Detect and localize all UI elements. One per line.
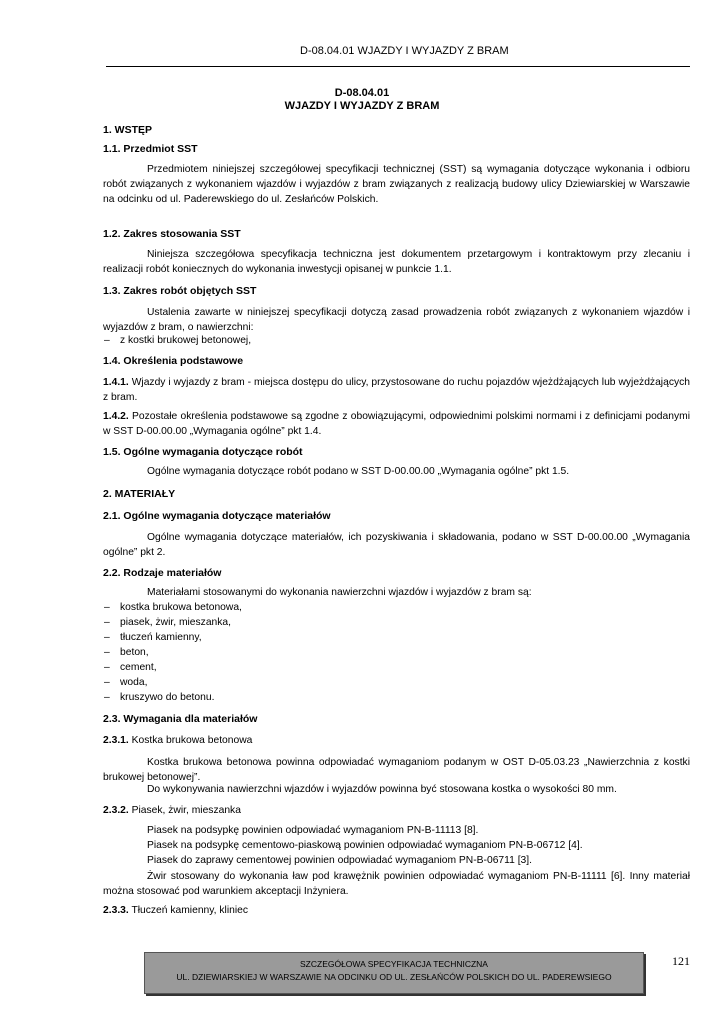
section-2-2-heading: 2.2. Rodzaje materiałów: [103, 567, 222, 579]
bullet-dash: –: [104, 647, 110, 658]
section-1-5-heading: 1.5. Ogólne wymagania dotyczące robót: [103, 446, 303, 458]
section-1-2-heading: 1.2. Zakres stosowania SST: [103, 228, 241, 240]
subsection-number: 2.3.1.: [103, 735, 129, 746]
section-2-1-heading: 2.1. Ogólne wymagania dotyczące materiałów: [103, 510, 331, 522]
subsection-2-3-1-title: [103, 735, 690, 746]
list-item: kostka brukowa betonowa,: [120, 602, 242, 613]
section-1-5-paragraph: Ogólne wymagania dotyczące robót podano w SST D-00.00.00 „Wymagania ogólne” pkt 1.5.: [147, 466, 570, 477]
running-header: D-08.04.01 WJAZDY I WYJAZDY Z BRAM: [300, 45, 509, 57]
bullet-dash: –: [104, 677, 110, 688]
list-item: z kostki brukowej betonowej,: [120, 335, 252, 346]
header-divider: [106, 66, 690, 67]
section-2-3-1-paragraph: Kostka brukowa betonowa powinna odpowiadać wymaganiom podanym w OST D-05.03.23 „Nawierzchnia z kostki brukowej betonowej”.: [103, 757, 690, 783]
subsection-number: 2.3.2.: [103, 805, 129, 816]
subsection-title: Tłuczeń kamienny, kliniec: [128, 905, 248, 916]
footer-line-2: UL. DZIEWIARSKIEJ W WARSZAWIE NA ODCINKU OD UL. ZESŁAŃCÓW POLSKICH DO UL. PADEREWSIEGO: [176, 972, 612, 982]
section-2-3-2-line-3: Piasek do zaprawy cementowej powinien odpowiadać wymaganiom PN-B-06711 [3].: [147, 855, 533, 866]
section-2-3-1-paragraph-2: Do wykonywania nawierzchni wjazdów i wyjazdów powinna być stosowana kostka o wysokości 80 mm.: [147, 784, 617, 795]
definition-text: Pozostałe określenia podstawowe są zgodne z obowiązującymi, odpowiednimi polskimi normami i z definicjami podanymi w SST D-00.00.00 „Wymagania ogólne” pkt 1.4.: [103, 411, 690, 437]
section-2-1-paragraph: Ogólne wymagania dotyczące materiałów, ich pozyskiwania i składowania, podano w SST D-00.00.00 „Wymagania ogólne” pkt 2.: [103, 532, 690, 558]
section-2-2-paragraph: Materiałami stosowanymi do wykonania nawierzchni wjazdów i wyjazdów z bram są:: [147, 587, 532, 598]
subsection-number: 2.3.3.: [103, 905, 129, 916]
section-1-4-heading: 1.4. Określenia podstawowe: [103, 355, 244, 367]
bullet-dash: –: [104, 632, 110, 643]
subsection-title: Kostka brukowa betonowa: [128, 735, 253, 746]
definition-1-4-1: [103, 375, 690, 405]
definition-1-4-2: [103, 409, 690, 439]
section-2-3-heading: 2.3. Wymagania dla materiałów: [103, 713, 258, 725]
footer-line-1: SZCZEGÓŁOWA SPECYFIKACJA TECHNICZNA: [300, 959, 488, 969]
bullet-dash: –: [104, 662, 110, 673]
section-1-1-paragraph: Przedmiotem niniejszej szczegółowej specyfikacji technicznej (SST) są wymagania dotyczące wykonania i odbioru robót związanych z wykonaniem wjazdów i wyjazdów z bram związanych z realizacją budowy ulicy Dziewiarskiej w Warszawie na odcinku od ul. Paderewskiego do ul. Zesłańców Polskich.: [103, 164, 690, 205]
bullet-dash: –: [104, 617, 110, 628]
subsection-2-3-2-title: [103, 805, 690, 816]
section-2-3-2-paragraph: Żwir stosowany do wykonania ław pod krawężnik powinien odpowiadać wymaganiom PN-B-11111 [6]. Inny materiał można stosować pod warunkiem akceptacji Inżyniera.: [103, 871, 690, 897]
subsection-title: Piasek, żwir, mieszanka: [128, 805, 241, 816]
subsection-2-3-3-title: [103, 905, 690, 916]
section-1-3-heading: 1.3. Zakres robót objętych SST: [103, 285, 257, 297]
bullet-dash: –: [104, 692, 110, 703]
list-item: tłuczeń kamienny,: [120, 632, 202, 643]
definition-number: 1.4.2.: [103, 411, 129, 422]
section-1-1-heading: 1.1. Przedmiot SST: [103, 143, 198, 155]
document-title: WJAZDY I WYJAZDY Z BRAM: [284, 100, 440, 112]
list-item: woda,: [120, 677, 148, 688]
footer-box: [144, 952, 644, 994]
list-item: cement,: [120, 662, 157, 673]
list-item: piasek, żwir, mieszanka,: [120, 617, 232, 628]
list-item: kruszywo do betonu.: [120, 692, 215, 703]
definition-text: Wjazdy i wyjazdy z bram - miejsca dostępu do ulicy, przystosowane do ruchu pojazdów wjeżdżających lub wyjeżdżających z bram.: [103, 377, 690, 403]
section-1-3-paragraph: Ustalenia zawarte w niniejszej specyfikacji dotyczą zasad prowadzenia robót związanych z wykonaniem wjazdów i wyjazdów z bram, o nawierzchni:: [103, 307, 690, 333]
section-2-3-2-line-2: Piasek na podsypkę cementowo-piaskową powinien odpowiadać wymaganiom PN-B-06712 [4].: [147, 840, 583, 851]
section-2-heading: 2. MATERIAŁY: [103, 488, 176, 500]
list-item: beton,: [120, 647, 149, 658]
bullet-dash: –: [104, 602, 110, 613]
document-code: D-08.04.01: [334, 87, 390, 99]
page-number: 121: [672, 954, 690, 968]
bullet-dash: –: [104, 335, 110, 346]
section-1-heading: 1. WSTĘP: [103, 124, 153, 136]
definition-number: 1.4.1.: [103, 377, 129, 388]
section-1-2-paragraph: Niniejsza szczegółowa specyfikacja techniczna jest dokumentem przetargowym i kontraktowym przy zlecaniu i realizacji robót koniecznych do wykonania inwestycji opisanej w punkcie 1.1.: [103, 249, 690, 275]
section-2-3-2-line-1: Piasek na podsypkę powinien odpowiadać wymaganiom PN-B-11113 [8].: [147, 825, 479, 836]
